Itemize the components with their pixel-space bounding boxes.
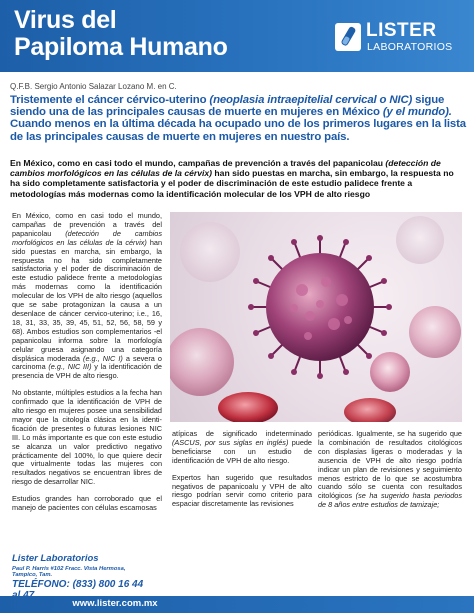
- col2-p1-c: puede beneficiarse con un estudio de identificación de VPH de alto riesgo.: [172, 437, 312, 465]
- footer-contact: [12, 553, 152, 601]
- column-2: [172, 430, 312, 517]
- col2-p1-b: (ASCUS, por sus siglas en inglés): [172, 437, 289, 447]
- col1-paragraph-1: [12, 212, 162, 381]
- col1-p1-c: han sido puestas en marcha, sin embargo, la respuesta no ha sido completamente satisfactoria y el poder de discriminación de este estudio palidece frente a metodologías más modernas como la identificación molecular de los VPH de alto riesgo (aquellos que se sabe protagonizan la causa a un desenlace de cáncer cervico-uterino; i.e., 16, 18, 31, 33, 35, 39, 45, 51, 52, 56, 58, 59 y 68). Ambos estudios son complementarios -el papanicolau informa sobre la morfología celular gruesa asignando una categoría displásica moderada: [12, 237, 163, 363]
- virus-illustration: [170, 212, 462, 422]
- col1-paragraph-3: Estudios grandes han corroborado que el manejo de pacientes con células escamosas: [12, 494, 162, 513]
- col1-p1-b: (detección de cambios morfológicos en las células de la cérvix): [12, 228, 162, 247]
- lead-text-2: (neoplasia intraepitelial cervical o NIC): [209, 94, 413, 106]
- lister-logo: [334, 20, 464, 56]
- logo-name: LISTER: [366, 20, 437, 41]
- col1-p1-d: (e.g., NIC I): [83, 353, 123, 363]
- test-tube-icon: [334, 22, 362, 52]
- intro-text-3: han sido puestas en marcha, sin embargo, la respuesta no ha sido completamente satisfactoria y el poder de discriminación de este estudio palidece frente a metodologías más modernas como la identificación molecular de los VPH de alto riesgo: [10, 168, 454, 199]
- lead-text-5: Cuando menos en la última década ha ocupado uno de los primeros lugares en la lista de las principales causas de muerte en mujeres en nuestro país.: [10, 118, 466, 143]
- col1-paragraph-2: No obstante, múltiples estudios a la fecha han confirmado que la identificación de VPH de alto riesgo en mujeres posee una sensibilidad mayor que la citología clásica en la identi- ficación de presentes o futuras lesiones NIC III. Lo más importante es que con este estudio se alcanza un valor predictivo negativo prácticamente del 100%, lo que quiere decir que virtualmente todas las mujeres con resultados negativos se encuentran libres de riesgo de desarrollar NIC.: [12, 388, 162, 487]
- intro-text-1: En México, como en casi todo el mundo, campañas de prevención a través del papanicolau: [10, 158, 386, 168]
- page-title: [14, 7, 228, 61]
- col2-paragraph-2: Expertos han sugerido que resultados negativos de papanicoalu y VPH de alto riesgo podrían servir como criterio para espaciar discretamente las revisiones: [172, 472, 312, 509]
- website-link[interactable]: www.lister.com.mx: [72, 598, 158, 609]
- lead-text-3: sigue siendo una de las principales causas de muerte en mujeres en México: [10, 94, 445, 119]
- intro-text-2: (detección de cambios morfológicos en las células de la cérvix): [10, 158, 441, 179]
- header-banner: [0, 0, 474, 72]
- title-line-1: Virus del: [14, 6, 117, 34]
- col1-p1-g: y la identificación de presencia de VPH de alto riesgo.: [12, 362, 162, 381]
- phone-number: (833) 800 16 44: [72, 579, 144, 590]
- col1-p1-e: a severa o carcinoma: [12, 353, 162, 372]
- footer-address: Paul P. Harris #102 Fracc. Vista Hermosa, Tampico, Tam.: [12, 566, 126, 578]
- col2-p1-a: atípicas de significado indeterminado: [172, 429, 312, 438]
- logo-subtitle: LABORATORIOS: [367, 41, 453, 53]
- col1-p1-a: En México, como en casi todo el mundo, campañas de prevención a través del papanicolau: [12, 211, 162, 238]
- phone-label: TELÉFONO:: [12, 579, 70, 590]
- lead-paragraph: [10, 94, 466, 143]
- column-3: [318, 430, 462, 510]
- col3-text-2: (se ha sugerido hasta periodos de 8 años entre estudios de tamizaje;: [318, 491, 462, 510]
- col2-paragraph-1: [172, 430, 312, 466]
- col1-p1-f: (e.g., NIC III): [48, 362, 92, 372]
- intro-paragraph: [10, 158, 466, 199]
- footer-company-name: Lister Laboratorios: [12, 553, 99, 564]
- col3-text-1: periódicas. Igualmente, se ha sugerido que la combinación de resultados citológicos con displasias ligeras o moderadas y la ausencia de VPH de alto riesgo podría indicar un plan de revisiones y seguimiento menos estricto de lo que se acostumbra cuando sólo se cuenta con resultados citológicos: [318, 429, 462, 501]
- column-1: [12, 212, 162, 521]
- lead-text-4: (y el mundo).: [382, 106, 452, 119]
- virus-cells-image: [170, 212, 462, 422]
- author-byline: Q.F.B. Sergio Antonio Salazar Lozano M. en C.: [10, 82, 177, 91]
- title-line-2: Papiloma Humano: [14, 33, 228, 61]
- lead-text-1: Tristemente el cáncer cérvico-uterino: [10, 94, 210, 106]
